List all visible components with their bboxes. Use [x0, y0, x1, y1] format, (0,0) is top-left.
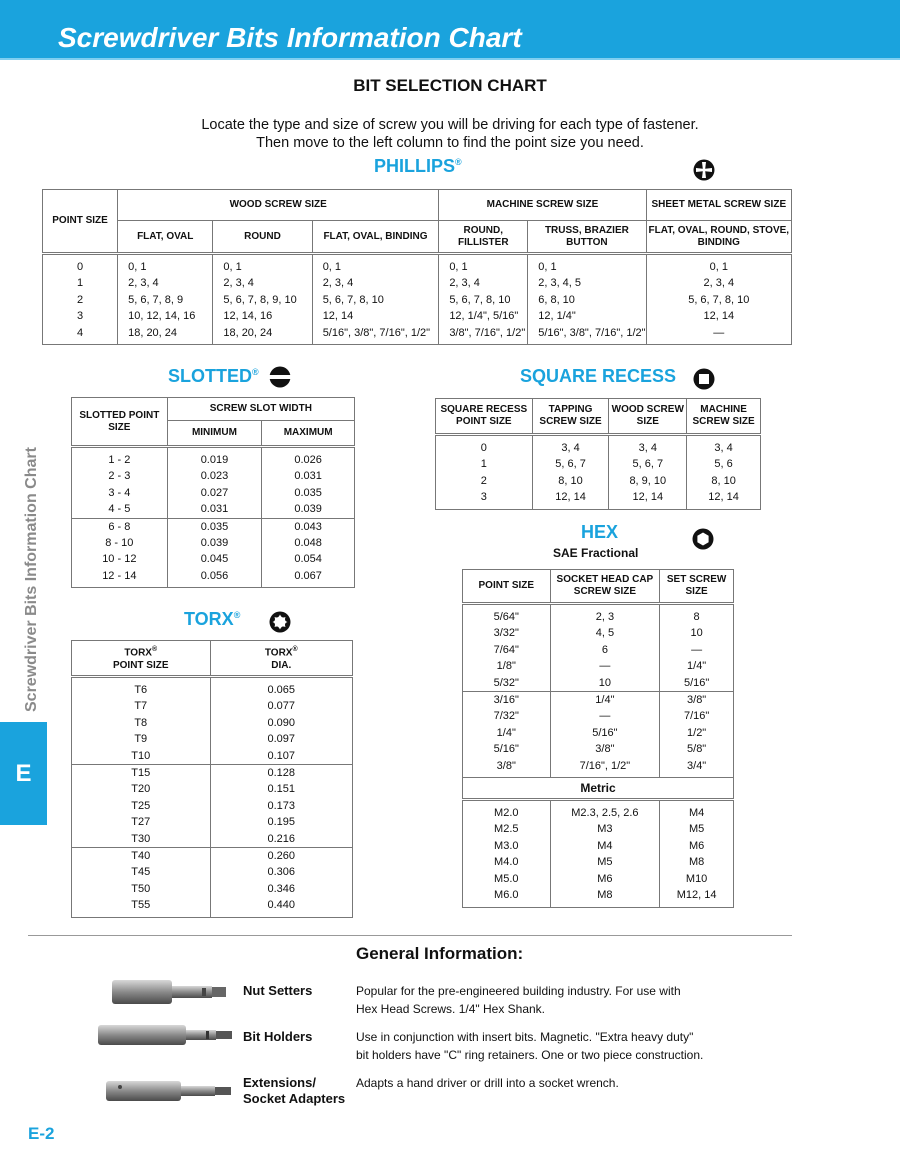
- torx-cell: 0.346: [210, 881, 353, 897]
- hex-row: [463, 692, 734, 709]
- phillips-cell: 2, 3, 4: [118, 275, 213, 291]
- hex-metric-cell: M8: [660, 854, 734, 870]
- hex-cell: 8: [660, 604, 734, 626]
- torx-cell: T6: [72, 677, 211, 699]
- hex-metric-cell: M8: [550, 887, 660, 907]
- hex-metric-cell: M5.0: [463, 871, 551, 887]
- hex-cell: 1/4": [660, 658, 734, 674]
- hex-cell: 7/32": [463, 708, 551, 724]
- phillips-sub-header: ROUND: [213, 221, 312, 254]
- phillips-cell: 0, 1: [646, 254, 791, 276]
- torx-row: [72, 677, 353, 699]
- torx-row: [72, 814, 353, 830]
- phillips-header-machine: MACHINE SCREW SIZE: [439, 190, 646, 221]
- phillips-cell: 12, 14, 16: [213, 308, 312, 324]
- slotted-cell: 0.048: [262, 535, 355, 551]
- square-cell: 8, 10: [687, 473, 761, 489]
- hex-header: POINT SIZE: [463, 570, 551, 604]
- torx-cell: 0.195: [210, 814, 353, 830]
- torx-cell: T27: [72, 814, 211, 830]
- bit-holders-label: Bit Holders: [243, 1029, 313, 1044]
- registered-mark: ®: [252, 367, 259, 377]
- hex-cell: 10: [550, 675, 660, 692]
- torx-cell: 0.173: [210, 798, 353, 814]
- torx-row: [72, 715, 353, 731]
- phillips-cell: 5, 6, 7, 8, 10: [312, 292, 439, 308]
- bit-holders-text-1: Use in conjunction with insert bits. Magnetic. "Extra heavy duty": [356, 1030, 694, 1044]
- socket-adapter-image: [104, 1077, 234, 1105]
- nut-setters-text-1: Popular for the pre-engineered building industry. For use with: [356, 984, 681, 998]
- phillips-cell: 12, 14: [646, 308, 791, 324]
- hex-title: HEX: [581, 522, 619, 542]
- torx-cell: 0.077: [210, 698, 353, 714]
- phillips-cell: 12, 1/4", 5/16": [439, 308, 528, 324]
- slotted-cell: 0.067: [262, 568, 355, 588]
- bit-holder-image: [96, 1022, 236, 1048]
- slotted-row: [72, 485, 355, 501]
- slotted-cell: 8 - 10: [72, 535, 168, 551]
- torx-cell: 0.097: [210, 731, 353, 747]
- slotted-cell: 6 - 8: [72, 518, 168, 535]
- page-number: E-2: [28, 1124, 55, 1143]
- phillips-cell: 1: [43, 275, 118, 291]
- phillips-cell: 0, 1: [439, 254, 528, 276]
- phillips-header-point: POINT SIZE: [43, 190, 118, 254]
- hex-metric-header-row: [463, 778, 734, 800]
- hex-metric-row: [463, 821, 734, 837]
- square-header: MACHINE SCREW SIZE: [687, 399, 761, 435]
- hex-metric-cell: M4.0: [463, 854, 551, 870]
- hex-metric-cell: M2.5: [463, 821, 551, 837]
- hex-cell: 5/32": [463, 675, 551, 692]
- section-divider: [28, 935, 792, 936]
- hex-cell: 3/32": [463, 625, 551, 641]
- slotted-cell: 0.031: [262, 468, 355, 484]
- hex-cell: 1/4": [550, 692, 660, 709]
- square-cell: 2: [436, 473, 533, 489]
- slotted-cell: 2 - 3: [72, 468, 168, 484]
- hex-cell: —: [550, 658, 660, 674]
- slotted-header-min: MINIMUM: [167, 421, 262, 447]
- phillips-cell: 2, 3, 4, 5: [528, 275, 646, 291]
- torx-cell: 0.107: [210, 748, 353, 765]
- phillips-row: [43, 254, 792, 276]
- hex-metric-cell: M4: [550, 838, 660, 854]
- phillips-sub-header: FLAT, OVAL, ROUND, STOVE, BINDING: [646, 221, 791, 254]
- hex-cell: 7/16": [660, 708, 734, 724]
- torx-cell: 0.128: [210, 765, 353, 782]
- hex-metric-cell: M5: [550, 854, 660, 870]
- phillips-cell: 2, 3, 4: [646, 275, 791, 291]
- torx-row: [72, 831, 353, 848]
- phillips-cell: 12, 14: [312, 308, 439, 324]
- slotted-icon: [269, 366, 291, 388]
- hex-row: [463, 708, 734, 724]
- phillips-row: [43, 292, 792, 308]
- slotted-header-point: SLOTTED POINT SIZE: [72, 398, 168, 447]
- hex-metric-cell: M4: [660, 800, 734, 822]
- slotted-title: SLOTTED®: [168, 366, 259, 386]
- hex-row: [463, 725, 734, 741]
- slotted-cell: 0.035: [167, 518, 262, 535]
- square-row: [436, 435, 761, 457]
- slotted-row: [72, 518, 355, 535]
- hex-metric-cell: M6.0: [463, 887, 551, 907]
- hex-row: [463, 625, 734, 641]
- hex-cell: 1/4": [463, 725, 551, 741]
- phillips-cell: 2, 3, 4: [312, 275, 439, 291]
- phillips-cell: 5, 6, 7, 8, 10: [439, 292, 528, 308]
- hex-row: [463, 741, 734, 757]
- banner-title: Screwdriver Bits Information Chart: [58, 22, 522, 53]
- hex-cell: 3/4": [660, 758, 734, 778]
- torx-row: [72, 864, 353, 880]
- hex-metric-cell: M10: [660, 871, 734, 887]
- hex-metric-cell: M2.3, 2.5, 2.6: [550, 800, 660, 822]
- phillips-title: PHILLIPS®: [374, 156, 462, 176]
- hex-header: SET SCREW SIZE: [660, 570, 734, 604]
- slotted-cell: 0.019: [167, 447, 262, 469]
- extensions-text: Adapts a hand driver or drill into a socket wrench.: [356, 1076, 619, 1090]
- phillips-cell: 18, 20, 24: [213, 325, 312, 345]
- square-cell: 5, 6: [687, 456, 761, 472]
- hex-metric-cell: M3: [550, 821, 660, 837]
- general-info-title: General Information:: [356, 944, 524, 963]
- hex-metric-label: Metric: [463, 778, 734, 800]
- phillips-cell: 4: [43, 325, 118, 345]
- phillips-sub-header: ROUND, FILLISTER: [439, 221, 528, 254]
- slotted-cell: 0.039: [262, 501, 355, 518]
- torx-cell: T8: [72, 715, 211, 731]
- square-cell: 0: [436, 435, 533, 457]
- square-cell: 3, 4: [532, 435, 609, 457]
- hex-icon: [692, 528, 714, 550]
- phillips-cell: 0, 1: [312, 254, 439, 276]
- square-cell: 12, 14: [687, 489, 761, 509]
- hex-table: [462, 569, 734, 908]
- torx-row: [72, 731, 353, 747]
- phillips-cell: 6, 8, 10: [528, 292, 646, 308]
- hex-metric-cell: M3.0: [463, 838, 551, 854]
- torx-cell: T55: [72, 897, 211, 917]
- square-row: [436, 456, 761, 472]
- hex-row: [463, 604, 734, 626]
- phillips-row: [43, 308, 792, 324]
- torx-cell: 0.151: [210, 781, 353, 797]
- slotted-cell: 10 - 12: [72, 551, 168, 567]
- hex-cell: 4, 5: [550, 625, 660, 641]
- slotted-cell: 0.054: [262, 551, 355, 567]
- torx-row: [72, 798, 353, 814]
- phillips-cell: 18, 20, 24: [118, 325, 213, 345]
- torx-row: [72, 881, 353, 897]
- square-cell: 1: [436, 456, 533, 472]
- hex-metric-cell: M2.0: [463, 800, 551, 822]
- torx-row: [72, 698, 353, 714]
- slotted-cell: 0.056: [167, 568, 262, 588]
- square-row: [436, 473, 761, 489]
- slotted-cell: 0.035: [262, 485, 355, 501]
- square-recess-title: SQUARE RECESS: [520, 366, 677, 386]
- registered-mark: ®: [151, 646, 158, 654]
- phillips-cell: 3: [43, 308, 118, 324]
- torx-cell: T9: [72, 731, 211, 747]
- nut-setters-text-2: Hex Head Screws. 1/4" Hex Shank.: [356, 1002, 546, 1016]
- square-cell: 12, 14: [609, 489, 687, 509]
- slotted-row: [72, 535, 355, 551]
- torx-title: TORX®: [184, 609, 241, 629]
- page-heading: BIT SELECTION CHART: [353, 76, 547, 95]
- hex-cell: 7/64": [463, 642, 551, 658]
- square-cell: 8, 10: [532, 473, 609, 489]
- extensions-label: Extensions/ Socket Adapters: [243, 1075, 346, 1106]
- hex-metric-cell: M12, 14: [660, 887, 734, 907]
- phillips-cell: 0, 1: [118, 254, 213, 276]
- phillips-sub-header: TRUSS, BRAZIER BUTTON: [528, 221, 646, 254]
- slotted-cell: 12 - 14: [72, 568, 168, 588]
- phillips-cell: 0, 1: [213, 254, 312, 276]
- slotted-header-max: MAXIMUM: [262, 421, 355, 447]
- torx-cell: T15: [72, 765, 211, 782]
- torx-cell: T7: [72, 698, 211, 714]
- phillips-cell: 5, 6, 7, 8, 10: [646, 292, 791, 308]
- square-cell: 3: [436, 489, 533, 509]
- phillips-cell: —: [646, 325, 791, 345]
- slotted-table: [71, 397, 355, 588]
- slotted-cell: 1 - 2: [72, 447, 168, 469]
- hex-cell: 3/16": [463, 692, 551, 709]
- slotted-cell: 0.043: [262, 518, 355, 535]
- phillips-cell: 3/8", 7/16", 1/2": [439, 325, 528, 345]
- phillips-cell: 5/16", 3/8", 7/16", 1/2": [312, 325, 439, 345]
- phillips-row: [43, 325, 792, 345]
- square-cell: 3, 4: [687, 435, 761, 457]
- phillips-row: [43, 275, 792, 291]
- phillips-cell: 2, 3, 4: [439, 275, 528, 291]
- torx-cell: 0.440: [210, 897, 353, 917]
- slotted-row: [72, 551, 355, 567]
- hex-metric-row: [463, 838, 734, 854]
- torx-cell: 0.065: [210, 677, 353, 699]
- hex-row: [463, 658, 734, 674]
- hex-cell: 3/8": [660, 692, 734, 709]
- slotted-header-width: SCREW SLOT WIDTH: [167, 398, 354, 421]
- hex-metric-row: [463, 854, 734, 870]
- slotted-row: [72, 447, 355, 469]
- square-cell: 5, 6, 7: [532, 456, 609, 472]
- hex-metric-cell: M6: [660, 838, 734, 854]
- registered-mark: ®: [292, 646, 298, 654]
- section-tab[interactable]: E: [0, 722, 47, 825]
- banner-divider: [0, 58, 900, 60]
- square-header: TAPPING SCREW SIZE: [532, 399, 609, 435]
- phillips-cell: 5/16", 3/8", 7/16", 1/2": [528, 325, 646, 345]
- hex-cell: 7/16", 1/2": [550, 758, 660, 778]
- nut-setter-image: [110, 976, 230, 1008]
- hex-cell: 2, 3: [550, 604, 660, 626]
- hex-cell: 5/16": [550, 725, 660, 741]
- square-cell: 5, 6, 7: [609, 456, 687, 472]
- torx-cell: T50: [72, 881, 211, 897]
- torx-table: [71, 640, 353, 918]
- phillips-header-sheet: SHEET METAL SCREW SIZE: [646, 190, 791, 221]
- square-cell: 8, 9, 10: [609, 473, 687, 489]
- phillips-cell: 12, 1/4": [528, 308, 646, 324]
- phillips-cell: 2, 3, 4: [213, 275, 312, 291]
- torx-cell: 0.216: [210, 831, 353, 848]
- intro-line-2: Then move to the left column to find the point size you need.: [256, 135, 644, 151]
- hex-metric-cell: M6: [550, 871, 660, 887]
- hex-metric-row: [463, 887, 734, 907]
- phillips-cell: 5, 6, 7, 8, 9: [118, 292, 213, 308]
- torx-cell: T30: [72, 831, 211, 848]
- hex-cell: 1/8": [463, 658, 551, 674]
- phillips-cell: 0: [43, 254, 118, 276]
- hex-subtitle: SAE Fractional: [553, 546, 639, 560]
- slotted-row: [72, 468, 355, 484]
- hex-cell: 3/8": [463, 758, 551, 778]
- hex-row: [463, 675, 734, 692]
- slotted-cell: 0.039: [167, 535, 262, 551]
- torx-row: [72, 897, 353, 917]
- square-recess-table: [435, 398, 761, 510]
- hex-row: [463, 758, 734, 778]
- hex-cell: —: [660, 642, 734, 658]
- hex-cell: 5/8": [660, 741, 734, 757]
- square-row: [436, 489, 761, 509]
- slotted-cell: 0.023: [167, 468, 262, 484]
- hex-cell: 3/8": [550, 741, 660, 757]
- torx-cell: T20: [72, 781, 211, 797]
- hex-metric-row: [463, 871, 734, 887]
- slotted-cell: 3 - 4: [72, 485, 168, 501]
- square-cell: 3, 4: [609, 435, 687, 457]
- torx-icon: [269, 611, 291, 633]
- slotted-row: [72, 501, 355, 518]
- torx-header-point: TORX® POINT SIZE: [72, 641, 211, 677]
- torx-cell: T10: [72, 748, 211, 765]
- hex-cell: 5/64": [463, 604, 551, 626]
- phillips-sub-header: FLAT, OVAL, BINDING: [312, 221, 439, 254]
- hex-metric-cell: M5: [660, 821, 734, 837]
- hex-cell: —: [550, 708, 660, 724]
- phillips-cell: 5, 6, 7, 8, 9, 10: [213, 292, 312, 308]
- torx-row: [72, 748, 353, 765]
- slotted-cell: 4 - 5: [72, 501, 168, 518]
- phillips-cell: 10, 12, 14, 16: [118, 308, 213, 324]
- torx-cell: 0.260: [210, 848, 353, 865]
- hex-header: SOCKET HEAD CAP SCREW SIZE: [550, 570, 660, 604]
- hex-cell: 5/16": [660, 675, 734, 692]
- torx-cell: T40: [72, 848, 211, 865]
- square-recess-icon: [693, 368, 715, 390]
- phillips-cell: 2: [43, 292, 118, 308]
- torx-header-dia: TORX® DIA.: [210, 641, 353, 677]
- phillips-cross-icon: [693, 159, 715, 181]
- square-header: WOOD SCREW SIZE: [609, 399, 687, 435]
- slotted-cell: 0.031: [167, 501, 262, 518]
- square-cell: 12, 14: [532, 489, 609, 509]
- phillips-header-wood: WOOD SCREW SIZE: [118, 190, 439, 221]
- bit-holders-text-2: bit holders have "C" ring retainers. One or two piece construction.: [356, 1048, 704, 1062]
- square-header: SQUARE RECESS POINT SIZE: [436, 399, 533, 435]
- hex-cell: 10: [660, 625, 734, 641]
- hex-cell: 6: [550, 642, 660, 658]
- hex-cell: 5/16": [463, 741, 551, 757]
- hex-row: [463, 642, 734, 658]
- intro-line-1: Locate the type and size of screw you will be driving for each type of fastener.: [201, 117, 699, 133]
- nut-setters-label: Nut Setters: [243, 983, 313, 998]
- hex-metric-row: [463, 800, 734, 822]
- phillips-sub-header: FLAT, OVAL: [118, 221, 213, 254]
- registered-mark: ®: [455, 157, 462, 167]
- registered-mark: ®: [233, 610, 241, 620]
- torx-row: [72, 765, 353, 782]
- hex-cell: 1/2": [660, 725, 734, 741]
- slotted-cell: 0.045: [167, 551, 262, 567]
- slotted-row: [72, 568, 355, 588]
- slotted-cell: 0.027: [167, 485, 262, 501]
- torx-cell: 0.306: [210, 864, 353, 880]
- torx-cell: 0.090: [210, 715, 353, 731]
- torx-row: [72, 848, 353, 865]
- phillips-cell: 0, 1: [528, 254, 646, 276]
- torx-cell: T45: [72, 864, 211, 880]
- slotted-cell: 0.026: [262, 447, 355, 469]
- phillips-table: [42, 189, 792, 345]
- torx-row: [72, 781, 353, 797]
- side-section-label: Screwdriver Bits Information Chart: [23, 447, 40, 713]
- torx-cell: T25: [72, 798, 211, 814]
